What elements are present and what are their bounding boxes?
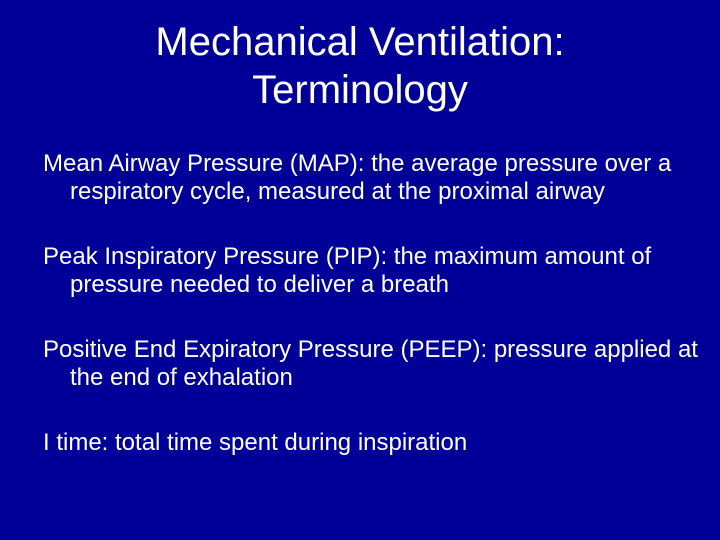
term-peep: Positive End Expiratory Pressure (PEEP): pressure applied at the end of exhalation	[43, 336, 698, 391]
slide-title	[0, 18, 720, 114]
terminology-list	[43, 150, 703, 494]
term-pip: Peak Inspiratory Pressure (PIP): the maximum amount of pressure needed to deliver a breath	[43, 243, 652, 298]
term-i-time: I time: total time spent during inspiration	[43, 429, 468, 456]
slide-title-line-1: Mechanical Ventilation:	[155, 20, 565, 64]
term-map: Mean Airway Pressure (MAP): the average pressure over a respiratory cycle, measured at the proximal airway	[43, 150, 672, 205]
slide-title-line-2: Terminology	[252, 68, 468, 112]
